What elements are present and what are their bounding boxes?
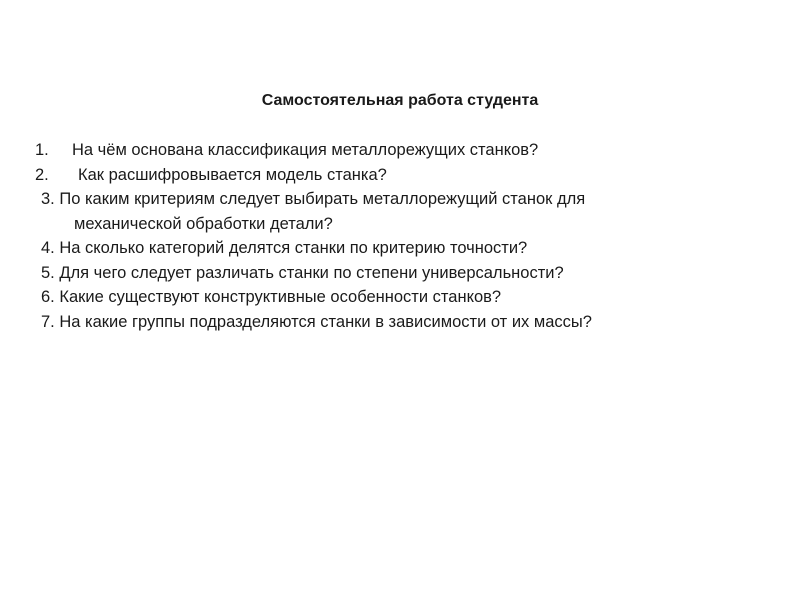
list-item (0, 138, 800, 163)
list-item-text: На чём основана классификация металлорежущих станков? (72, 141, 539, 159)
list-item-text: 5. Для чего следует различать станки по степени универсальности? (41, 263, 564, 282)
list-item (0, 261, 800, 286)
list-item (0, 236, 800, 261)
list-item (0, 163, 800, 188)
list-item (0, 310, 800, 335)
list-item-text: Как расшифровывается модель станка? (78, 165, 387, 184)
list-item-text-continuation: механической обработки детали? (74, 214, 333, 233)
list-item-number: 1. (35, 141, 49, 159)
page-title: Самостоятельная работа студента (261, 92, 539, 109)
list-item (0, 285, 800, 310)
list-item-text: 3. По каким критериям следует выбирать металлорежущий станок для (41, 190, 586, 208)
list-item-text: 6. Какие существуют конструктивные особенности станков? (41, 288, 502, 306)
list-item-text: 7. На какие группы подразделяются станки в зависимости от их массы? (41, 312, 592, 331)
list-item-text: 4. На сколько категорий делятся станки по критерию точности? (41, 239, 528, 257)
list-item (0, 187, 800, 236)
question-list (0, 138, 800, 334)
list-item-number: 2. (35, 165, 49, 184)
